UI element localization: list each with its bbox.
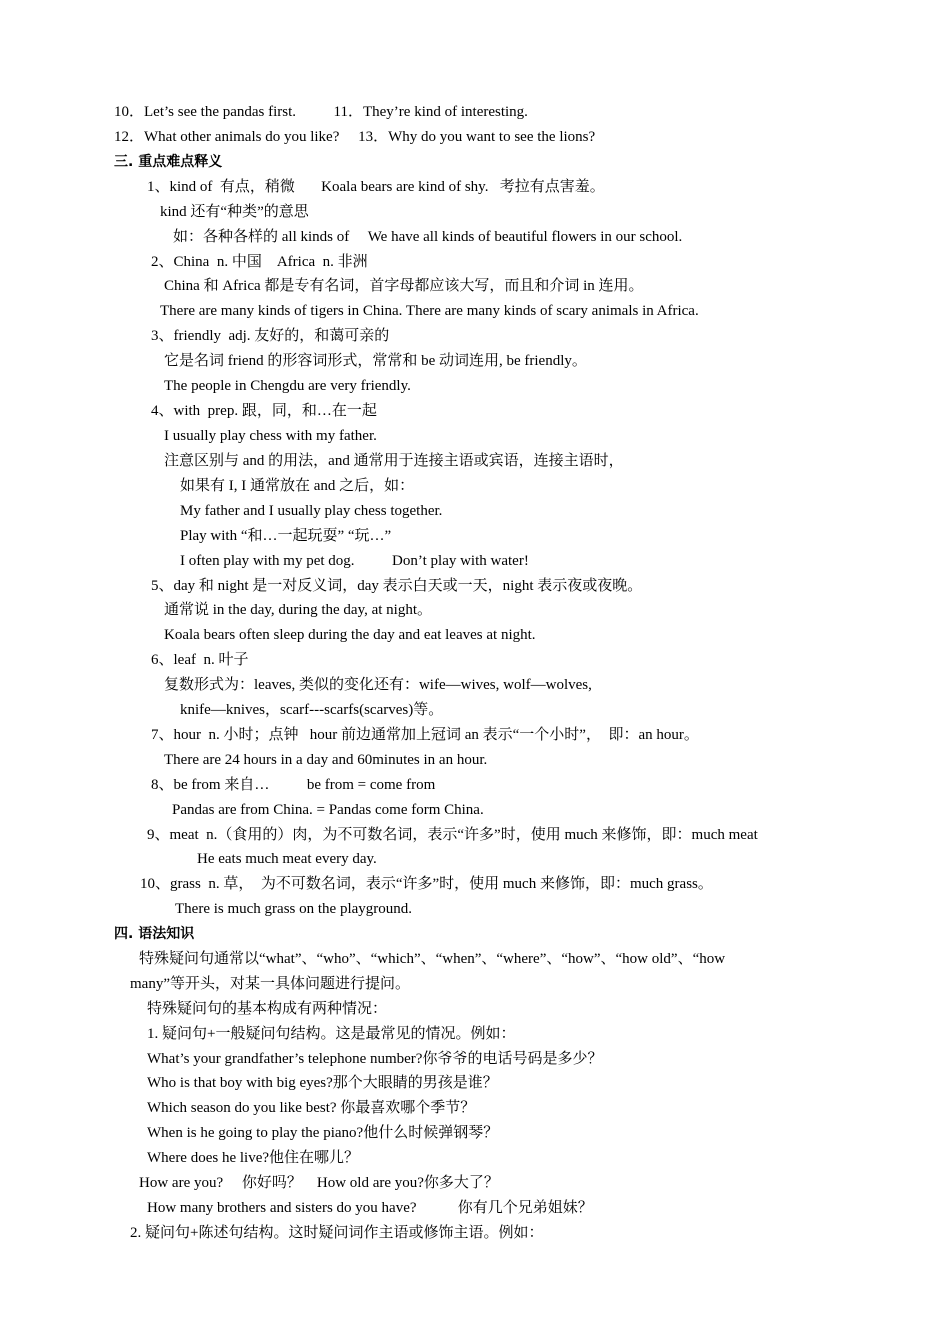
text-line: 如：各种各样的 all kinds of We have all kinds of beautiful flowers in our school.: [173, 229, 683, 245]
text-line: 复数形式为：leaves, 类似的变化还有：wife—wives, wolf—wolves,: [164, 677, 592, 693]
text-line: There is much grass on the playground.: [175, 901, 413, 917]
text-line: kind 还有“种类”的意思: [160, 204, 309, 220]
text-line: When is he going to play the piano?他什么时候弹钢琴？: [147, 1125, 499, 1141]
text-line: 1. 疑问句+一般疑问句结构。这是最常见的情况。例如：: [147, 1026, 516, 1042]
text-line: Where does he live?他住在哪儿？: [147, 1150, 360, 1166]
text-line: I usually play chess with my father.: [164, 428, 377, 444]
text-line: How are you? 你好吗？ How old are you?你多大了？: [139, 1175, 499, 1191]
text-line: 1、kind of 有点，稍微 Koala bears are kind of shy. 考拉有点害羞。: [147, 179, 605, 195]
section-heading: 四. 语法知识: [114, 926, 195, 942]
text-line: knife—knives，scarf---scarfs(scarves)等。: [180, 702, 444, 718]
text-line: 10、grass n. 草， 为不可数名词，表示“许多”时，使用 much 来修饰，即：much grass。: [140, 876, 713, 892]
text-line: 特殊疑问句的基本构成有两种情况：: [147, 1001, 388, 1017]
text-line: 3、friendly adj. 友好的，和蔼可亲的: [151, 328, 390, 344]
text-line: 如果有 I, I 通常放在 and 之后，如：: [180, 478, 415, 494]
text-line: 特殊疑问句通常以“what”、“who”、“which”、“when”、“where”、“how”、“how old”、“how: [139, 951, 726, 967]
text-line: 9、meat n.（食用的）肉，为不可数名词，表示“许多”时，使用 much 来修饰，即：much meat: [147, 827, 758, 843]
text-line: 12．What other animals do you like? 13．Why do you want to see the lions?: [114, 129, 596, 145]
text-line: 10．Let’s see the pandas first. 11．They’re kind of interesting.: [114, 104, 528, 120]
text-line: I often play with my pet dog. Don’t play with water!: [180, 553, 529, 569]
section-heading: 三. 重点难点释义: [114, 154, 223, 170]
text-line: There are many kinds of tigers in China. There are many kinds of scary animals in Africa.: [160, 303, 699, 319]
text-line: My father and I usually play chess together.: [180, 503, 443, 519]
text-line: many”等开头，对某一具体问题进行提问。: [130, 976, 410, 992]
text-line: Play with “和…一起玩耍” “玩…”: [180, 528, 392, 544]
text-line: 它是名词 friend 的形容词形式，常常和 be 动词连用, be friendly。: [164, 353, 587, 369]
text-line: 6、leaf n. 叶子: [151, 652, 249, 668]
text-line: 4、with prep. 跟，同，和…在一起: [151, 403, 377, 419]
text-line: He eats much meat every day.: [197, 851, 377, 867]
text-line: China 和 Africa 都是专有名词，首字母都应该大写，而且和介词 in 连用。: [164, 278, 644, 294]
text-line: Which season do you like best? 你最喜欢哪个季节？: [147, 1100, 476, 1116]
text-line: 2. 疑问句+陈述句结构。这时疑问词作主语或修饰主语。例如：: [130, 1225, 544, 1241]
text-line: What’s your grandfather’s telephone number?你爷爷的电话号码是多少？: [147, 1051, 603, 1067]
text-line: How many brothers and sisters do you have? 你有几个兄弟姐妹？: [147, 1200, 593, 1216]
text-line: 通常说 in the day, during the day, at night。: [164, 602, 433, 618]
text-line: Pandas are from China. = Pandas come form China.: [172, 802, 484, 818]
text-line: 5、day 和 night 是一对反义词，day 表示白天或一天，night 表示夜或夜晚。: [151, 578, 643, 594]
text-line: Who is that boy with big eyes?那个大眼睛的男孩是谁？: [147, 1075, 498, 1091]
text-line: 7、hour n. 小时；点钟 hour 前边通常加上冠词 an 表示“一个小时”， 即：an hour。: [151, 727, 699, 743]
text-line: 8、be from 来自… be from = come from: [151, 777, 436, 793]
text-line: There are 24 hours in a day and 60minutes in an hour.: [164, 752, 488, 768]
text-line: 2、China n. 中国 Africa n. 非洲: [151, 254, 368, 270]
text-line: 注意区别与 and 的用法，and 通常用于连接主语或宾语，连接主语时，: [164, 453, 624, 469]
text-line: Koala bears often sleep during the day and eat leaves at night.: [164, 627, 536, 643]
text-line: The people in Chengdu are very friendly.: [164, 378, 411, 394]
